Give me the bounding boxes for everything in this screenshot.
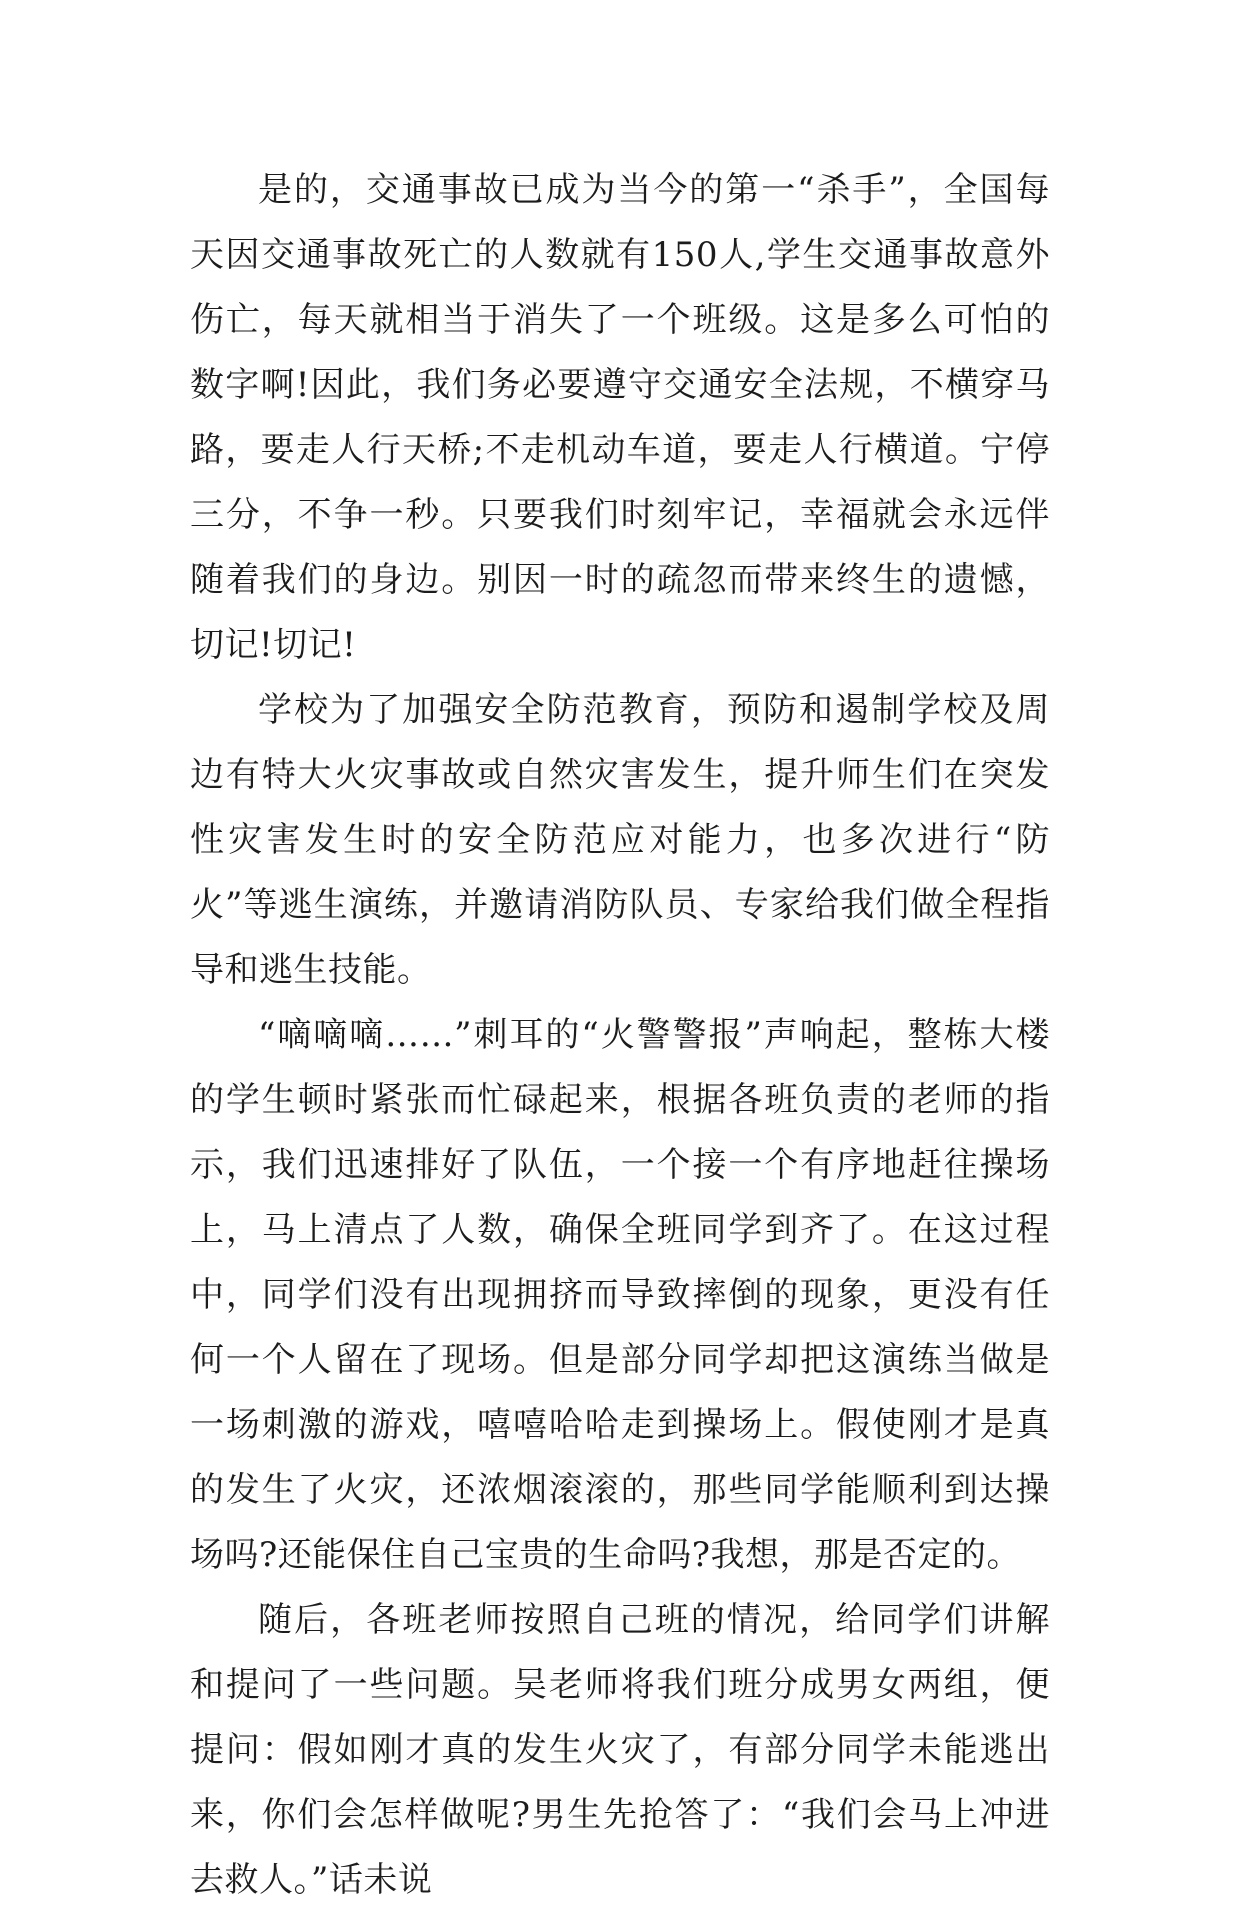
paragraph-traffic-safety: 是的，交通事故已成为当今的第一“杀手”，全国每天因交通事故死亡的人数就有150人,学生交通事故意外伤亡，每天就相当于消失了一个班级。这是多么可怕的数字啊!因此，我们务必要遵守交通安全法规，不横穿马路，要走人行天桥;不走机动车道，要走人行横道。宁停三分，不争一秒。只要我们时刻牢记，幸福就会永远伴随着我们的身边。别因一时的疏忽而带来终生的遗憾，切记!切记!	[190, 170, 1050, 665]
paragraph-school-drill: 学校为了加强安全防范教育，预防和遏制学校及周边有特大火灾事故或自然灾害发生，提升师生们在突发性灾害发生时的安全防范应对能力，也多次进行“防火”等逃生演练，并邀请消防队员、专家给我们做全程指导和逃生技能。	[190, 690, 1050, 990]
paragraph-fire-alarm: “嘀嘀嘀……”刺耳的“火警警报”声响起，整栋大楼的学生顿时紧张而忙碌起来，根据各班负责的老师的指示，我们迅速排好了队伍，一个接一个有序地赶往操场上，马上清点了人数，确保全班同学到齐了。在这过程中，同学们没有出现拥挤而导致摔倒的现象，更没有任何一个人留在了现场。但是部分同学却把这演练当做是一场刺激的游戏，嘻嘻哈哈走到操场上。假使刚才是真的发生了火灾，还浓烟滚滚的，那些同学能顺利到达操场吗?还能保住自己宝贵的生命吗?我想，那是否定的。	[190, 1015, 1050, 1575]
document-body	[190, 158, 1050, 1913]
paragraph-teacher-questions: 随后，各班老师按照自己班的情况，给同学们讲解和提问了一些问题。吴老师将我们班分成男女两组，便提问：假如刚才真的发生火灾了，有部分同学未能逃出来，你们会怎样做呢?男生先抢答了：“我们会马上冲进去救人。”话未说	[190, 1600, 1050, 1900]
